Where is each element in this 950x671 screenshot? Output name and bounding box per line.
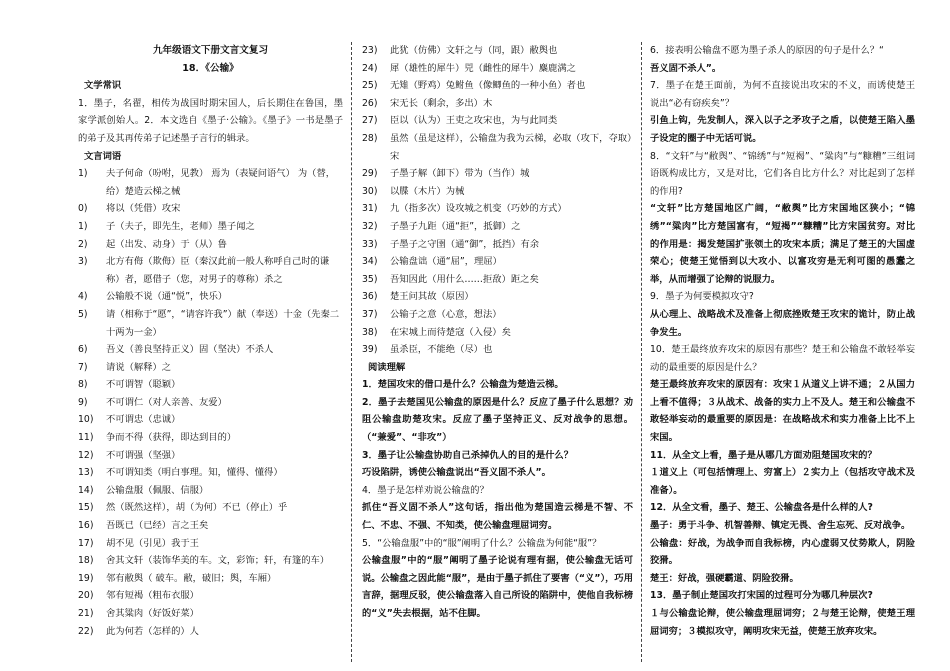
vocab-item [78, 359, 343, 377]
vocab-item-number: 33) [362, 238, 378, 250]
vocab-item [78, 535, 343, 553]
vocab-item-number: 32) [362, 220, 378, 232]
reading-answer: 公输盘服”中的“服”阐明了墨子论说有理有据，使公输盘无话可说。公输盘之因此能“服”，是由于墨子抓住了要害（“义”），巧用言辞，据理反驳，使公输盘落入自己所设的陷阱中，使他自我标榜的“义”失去根据，站不住脚。 [362, 555, 633, 619]
lesson-title: 18．《公输》 [182, 62, 239, 74]
vocab-item-number: 13) [78, 467, 94, 479]
vocab-item-number: 23) [362, 45, 378, 56]
section-heading-vocab: 文言词语 [84, 150, 122, 162]
vocab-item-text: 争而不得（获得，即达到目的） [106, 432, 237, 444]
vocab-item-number: 1) [78, 220, 88, 232]
vocab-item [78, 341, 343, 359]
vocab-item-text: 臣以（认为）王吏之攻宋也，为与此同类 [390, 115, 558, 127]
vocab-item-text: 子墨子九距（通“拒”，抵御）之 [390, 220, 521, 232]
vocab-item-text: 北方有侮（欺侮）臣（秦汉此前一般人称呼自己时的谦称）者，愿借子（您，对男子的尊称）杀之 [106, 256, 330, 285]
vocab-item-text: 子墨子之守圉（通“御”，抵挡）有余 [390, 238, 540, 250]
vocab-item [78, 447, 343, 465]
vocab-item-number: 28) [362, 132, 378, 144]
vocab-item [362, 253, 633, 271]
reading-answer: 引鱼上钩，先发制人，深入以子之矛攻子之盾，以使楚王陷入墨子设定的圈子中无话可说。 [650, 115, 915, 144]
vocab-item-number: 21) [78, 608, 94, 619]
vocab-item-text: 胡不见（引见）我于王 [106, 537, 199, 549]
vocab-item-text: 吾既已（已经）言之王矣 [106, 520, 209, 532]
reading-question: 7．墨子在楚王面前，为何不直接说出攻宋的不义，而诱使楚王说出“必有窃疾矣”？ [650, 80, 915, 109]
vocab-item-number: 5) [78, 308, 88, 320]
vocab-item-number: 24) [362, 62, 378, 74]
vocab-item-number: 17) [78, 537, 94, 549]
vocab-item [362, 95, 633, 113]
vocab-item-number: 22) [78, 625, 94, 637]
vocab-item [78, 429, 343, 447]
vocab-item-text: 楚王问其故（原因） [390, 291, 474, 303]
vocab-item-number: 35) [362, 273, 378, 285]
vocab-item-text: 公输子之意（心意，想法） [390, 308, 502, 320]
vocab-item-text: 不可谓忠（忠诚） [106, 414, 181, 426]
vocab-item-number: 9) [78, 396, 88, 408]
vocab-item-number: 11) [78, 432, 94, 444]
intro-paragraph: 1．墨子，名翟，相传为战国时期宋国人，后长期住在鲁国，墨家学派创始人。2．本文选自《墨子·公输》。《墨子》一书是墨子的弟子及其再传弟子记述墨子言行的辑录。 [78, 97, 343, 144]
reading-answer: 抓住“吾义固不杀人”这句话，指出他为楚国造云梯是不智、不仁、不忠、不强、不知类，使公输盘理屈词穷。 [362, 502, 633, 532]
vocab-item-number: 38) [362, 326, 378, 338]
vocab-item-number: 36) [362, 291, 378, 303]
vocab-item-number: 37) [362, 308, 378, 320]
vocab-item [78, 482, 343, 500]
section-heading-common: 文学常识 [84, 80, 122, 92]
vocab-item-text: 邻有敝舆（ 破车。敝，破旧；舆，车厢） [106, 572, 277, 584]
vocab-item-number: 34) [362, 256, 378, 268]
reading-answer: 楚王：好战，强硬霸道、阴险狡猾。 [650, 572, 799, 584]
vocab-item [78, 288, 343, 306]
reading-answer: 墨子：勇于斗争、机智善辩、镇定无畏、舍生忘死、反对战争。 [650, 520, 911, 532]
vocab-list-1 [78, 165, 343, 640]
vocab-item-number: 39) [362, 344, 378, 356]
vocab-item [78, 306, 343, 341]
reading-answer: 3．墨子让公输盘协助自己杀掉仇人的目的是什么？ [362, 449, 574, 461]
vocab-item-text: 虽然（虽是这样），公输盘为我为云梯，必取（攻下，夺取）宋 [390, 132, 632, 162]
vocab-item [78, 570, 343, 588]
vocab-item [362, 218, 633, 236]
reading-answer: 1．楚国攻宋的借口是什么？公输盘为楚造云梯。 [362, 379, 564, 391]
vocab-item [362, 341, 633, 359]
vocab-item-text: 在宋城上而待楚寇（入侵）矣 [390, 326, 511, 338]
vocab-item [362, 306, 633, 324]
reading-answer: 公输盘：好战，为战争而自我标榜，内心虚弱又仗势欺人，阴险狡猾。 [650, 537, 915, 567]
vocab-item-text: 子墨子解（卸下）带为（当作）城 [390, 168, 530, 180]
vocab-item [362, 324, 633, 342]
reading-question: 8．“文轩”与“敝舆”、“锦绣”与“短褐”、“粱肉”与“糠糟”三组词语既构成比方，又是对比，它们各自比方什么？对比起到了怎样的作用? [650, 150, 915, 197]
vocab-item-text: 以牒（木片）为械 [390, 185, 465, 197]
vocab-item-text: 舍其文轩（装饰华美的车。文，彩饰；轩，有篷的车） [106, 555, 330, 567]
vocab-item-text: 起（出发、动身）于（从）鲁 [106, 238, 227, 250]
vocab-item [362, 77, 633, 95]
vocab-item-text: 夫子何命（吩咐，见教） 焉为（表疑问语气） 为（替，给）楚造云梯之械 [106, 168, 336, 197]
vocab-item-text: 子（夫子，即先生，老师）墨子闻之 [106, 220, 255, 232]
column-divider [641, 42, 642, 662]
vocab-item [362, 130, 633, 165]
reading-answer: 13．墨子制止楚国攻打宋国的过程可分为哪几种层次? [650, 590, 873, 602]
vocab-item [78, 376, 343, 394]
column-2 [362, 42, 633, 664]
vocab-item-number: 26) [362, 97, 378, 109]
reading-question: 10．楚王最终放弃攻宋的原因有那些？楚王和公输盘不敢轻举妄动的最重要的原因是什么？ [650, 344, 915, 373]
vocab-item-text: 此为何若（怎样的）人 [106, 625, 199, 637]
vocab-item-text: 邻有短褐（粗布衣服） [106, 590, 199, 602]
vocab-item-text: 犀（雄性的犀牛）兕（雌性的犀牛）麋鹿满之 [390, 62, 576, 74]
vocab-item-text: 吾义（善良坚持正义）固（坚决）不杀人 [106, 344, 274, 356]
reading-question: 5．“公输盘服”中的“服”阐明了什么？公输盘为何能“服”？ [362, 537, 602, 549]
vocab-item-text: 吾知因此（用什么……拒敌）距之矣 [390, 273, 539, 285]
vocab-item-number: 30) [362, 185, 378, 197]
vocab-item-number: 16) [78, 520, 94, 532]
vocab-item-text: 不可谓智（聪颖） [106, 379, 181, 391]
vocab-item-number: 8) [78, 379, 88, 391]
vocab-item [362, 288, 633, 306]
column-1 [78, 42, 343, 664]
vocab-item [78, 218, 343, 236]
reading-question: 6．接表明公输盘不愿为墨子杀人的原因的句子是什么？“ [650, 45, 884, 56]
vocab-item-number: 25) [362, 80, 378, 92]
reading-question: 9．墨子为何要模拟攻守? [650, 291, 754, 303]
vocab-item [78, 605, 343, 623]
vocab-item [362, 271, 633, 289]
vocab-item-text: 公输般不说（通“悦”，快乐） [106, 291, 228, 303]
reading-answer: 从心理上、战略战术及准备上彻底挫败楚王攻宋的诡计，防止战争发生。 [650, 308, 915, 338]
vocab-item-number: 1) [78, 168, 88, 180]
reading-answer: 楚王最终放弃攻宋的原因有：攻宋１从道义上讲不通；２从国力上看不值得；３从战术、战备的实力上不及人。楚王和公输盘不敢轻举妄动的最重要的原因是：在战略战术和实力准备上比不上宋国。 [650, 379, 915, 444]
vocab-item [78, 411, 343, 429]
vocab-item-number: 2) [78, 238, 88, 250]
reading-list-2 [650, 42, 915, 640]
vocab-item-text: 然（既然这样），胡（为何）不已（停止）乎 [106, 502, 288, 514]
vocab-item-number: 18) [78, 555, 94, 567]
vocab-item-number: 15) [78, 502, 94, 514]
vocab-item-number: 20) [78, 590, 94, 602]
reading-answer: １与公输盘论辩，使公输盘理屈词穷；２与楚王论辩，使楚王理屈词穷；３模拟攻守，阐明攻宋无益，使楚王放弃攻宋。 [650, 608, 915, 637]
vocab-item-text: 此犹（仿佛）文轩之与（同，跟）敝舆也 [390, 45, 558, 56]
reading-question: 4．墨子是怎样劝说公输盘的？ [362, 484, 489, 496]
reading-list-1 [362, 376, 633, 622]
section-heading-reading: 阅读理解 [368, 361, 406, 373]
vocab-item [362, 200, 633, 218]
vocab-item [78, 499, 343, 517]
vocab-item [362, 236, 633, 254]
vocab-list-2 [362, 42, 633, 359]
vocab-item-number: 31) [362, 203, 378, 215]
vocab-item-number: 29) [362, 168, 378, 180]
column-divider [351, 42, 352, 662]
vocab-item [78, 253, 343, 288]
vocab-item-number: 7) [78, 361, 88, 373]
vocab-item-text: 请（相称于“愿”，“请容许我”）献（奉送）十金（先秦二十两为一金） [106, 308, 340, 338]
vocab-item [78, 587, 343, 605]
vocab-item-text: 公输盘服（佩服、信服） [106, 484, 209, 496]
vocab-item [362, 165, 633, 183]
vocab-item-number: 3) [78, 256, 88, 268]
reading-answer: 吾义固不杀人”。 [650, 62, 722, 74]
vocab-item [78, 552, 343, 570]
vocab-item [362, 60, 633, 78]
vocab-item-text: 虽杀臣，不能绝（尽）也 [390, 344, 493, 356]
vocab-item [78, 623, 343, 641]
vocab-item-number: 0) [78, 203, 88, 215]
vocab-item-text: 不可谓强（坚强） [106, 449, 181, 461]
vocab-item-number: 12) [78, 449, 94, 461]
vocab-item [78, 517, 343, 535]
vocab-item [362, 42, 633, 60]
vocab-item-number: 4) [78, 291, 88, 303]
vocab-item [78, 394, 343, 412]
reading-answer: 12．从全文看，墨子、楚王、公输盘各是什么样的人? [650, 502, 873, 514]
vocab-item-number: 14) [78, 484, 94, 496]
vocab-item-text: 无雉（野鸡）兔鲋鱼（像鲫鱼的一种小鱼）者也 [390, 80, 586, 92]
reading-answer: 巧设陷阱，诱使公输盘说出“吾义固不杀人”。 [362, 467, 551, 479]
vocab-item-text: 将以（凭借）攻宋 [106, 203, 181, 215]
column-3 [650, 42, 915, 664]
vocab-item [362, 183, 633, 201]
vocab-item-text: 不可谓知类（明白事理。知，懂得、懂得） [106, 467, 283, 479]
vocab-item-text: 请说（解释）之 [106, 361, 172, 373]
reading-answer: 2．墨子去楚国见公输盘的原因是什么？反应了墨子什么思想？劝阻公输盘助楚攻宋。反应了墨子坚持正义、反对战争的思想。（“兼爱”、“非攻”） [362, 396, 633, 444]
vocab-item-text: 九（指多次）设攻城之机变（巧妙的方式） [390, 203, 567, 215]
vocab-item-number: 19) [78, 572, 94, 584]
vocab-item [78, 236, 343, 254]
vocab-item [362, 112, 633, 130]
reading-answer: １道义上（可包括情理上、穷富上）２实力上（包括攻守战术及准备）。 [650, 467, 915, 496]
vocab-item-text: 不可谓仁（对人亲善、友爱） [106, 396, 227, 408]
reading-answer: 11．从全文上看，墨子是从哪几方面劝阻楚国攻宋的？ [650, 449, 877, 461]
reading-answer: “文轩”比方楚国地区广阔，“敝舆”比方宋国地区狭小；“锦绣”“粱肉”比方楚国富有，“短褐”“糠糟”比方宋国贫穷。对比的作用是：揭发楚国扩张领土的攻宋本质；满足了楚王的大国虚荣心；使楚王觉悟到以大攻小、以富攻穷是无利可图的愚蠢之举，从而增强了论辩的说服力。 [650, 203, 915, 285]
vocab-item [78, 200, 343, 218]
vocab-item-text: 公输盘诎（通“屈”，理屈） [390, 256, 502, 268]
vocab-item [78, 464, 343, 482]
vocab-item-number: 6) [78, 344, 88, 356]
vocab-item-number: 27) [362, 115, 378, 127]
vocab-item [78, 165, 343, 200]
document-title: 九年级语文下册文言文复习 [152, 45, 269, 56]
vocab-item-number: 10) [78, 414, 94, 426]
vocab-item-text: 宋无长（剩余，多出）木 [390, 97, 493, 109]
vocab-item-text: 舍其粱肉（好饭好菜） [106, 608, 199, 619]
